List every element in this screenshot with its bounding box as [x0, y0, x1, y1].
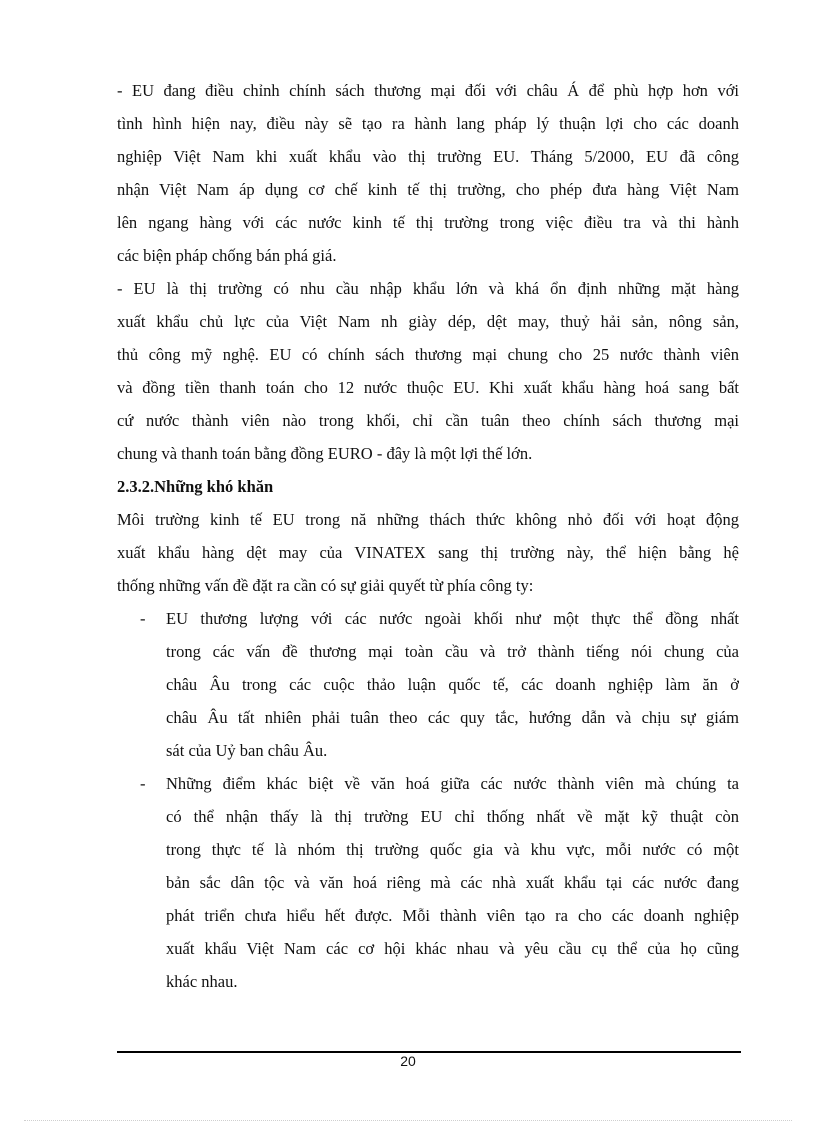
text-line: và đồng tiền thanh toán cho 12 nước thuộc EU. Khi xuất khẩu hàng hoá sang bất	[117, 378, 739, 397]
text-line: trong thực tế là nhóm thị trường quốc gia và khu vực, mỗi nước có một	[166, 840, 739, 859]
text-line: EU thương lượng với các nước ngoài khối như một thực thể đồng nhất	[166, 609, 739, 628]
text-line: bản sắc dân tộc và văn hoá riêng mà các nhà xuất khẩu tại các nước đang	[166, 873, 739, 892]
text-line: thống những vấn đề đặt ra cần có sự giải quyết từ phía công ty:	[117, 576, 534, 595]
text-line: cứ nước thành viên nào trong khối, chỉ cần tuân theo chính sách thương mại	[117, 411, 739, 430]
text-line: xuất khẩu chủ lực của Việt Nam nh giày dép, dệt may, thuỷ hải sản, nông sản,	[117, 312, 739, 331]
bullet-marker: -	[140, 609, 146, 628]
bullet-item-eu-negotiation	[117, 602, 739, 767]
text-line: Những điểm khác biệt về văn hoá giữa các nước thành viên mà chúng ta	[166, 774, 739, 793]
bullet-item-cultural-differences	[117, 767, 739, 998]
section-heading: 2.3.2.Những khó khăn	[117, 477, 274, 496]
paragraph-challenges-intro	[117, 503, 739, 602]
page-body	[117, 74, 739, 998]
text-line: chung và thanh toán bằng đồng EURO - đây là một lợi thế lớn.	[117, 444, 533, 463]
text-line: Môi trường kinh tế EU trong nă những thách thức không nhỏ đối với hoạt động	[117, 510, 739, 529]
text-line: trong các vấn đề thương mại toàn cầu và trở thành tiếng nói chung của	[166, 642, 739, 661]
text-line: khác nhau.	[166, 972, 238, 991]
text-line: châu Âu trong các cuộc thảo luận quốc tế, các doanh nghiệp làm ăn ở	[166, 675, 739, 694]
text-line: phát triển chưa hiểu hết được. Mỗi thành viên tạo ra cho các doanh nghiệp	[166, 906, 739, 925]
page-number: 20	[400, 1053, 416, 1069]
text-line: nghiệp Việt Nam khi xuất khẩu vào thị trường EU. Tháng 5/2000, EU đã công	[117, 147, 739, 166]
bullet-marker: -	[140, 774, 146, 793]
text-line: xuất khẩu Việt Nam các cơ hội khác nhau và yêu cầu cụ thể của họ cũng	[166, 939, 739, 958]
paragraph-eu-import-demand	[117, 272, 739, 470]
paragraph-eu-trade-policy	[117, 74, 739, 272]
text-line: lên ngang hàng với các nước kinh tế thị trường trong việc điều tra và thi hành	[117, 213, 739, 232]
text-line: có thể nhận thấy là thị trường EU chỉ thống nhất về mặt kỹ thuật còn	[166, 807, 739, 826]
text-line: thủ công mỹ nghệ. EU có chính sách thương mại chung cho 25 nước thành viên	[117, 345, 739, 364]
text-line: tình hình hiện nay, điều này sẽ tạo ra hành lang pháp lý thuận lợi cho các doanh	[117, 114, 739, 133]
text-line: nhận Việt Nam áp dụng cơ chế kinh tế thị trường, cho phép đưa hàng Việt Nam	[117, 180, 739, 199]
text-line: xuất khẩu hàng dệt may của VINATEX sang thị trường này, thể hiện bằng hệ	[117, 543, 739, 562]
text-line: các biện pháp chống bán phá giá.	[117, 246, 337, 265]
page-edge-divider	[24, 1120, 792, 1121]
text-line: - EU là thị trường có nhu cầu nhập khẩu lớn và khá ổn định những mặt hàng	[117, 279, 739, 298]
text-line: sát của Uỷ ban châu Âu.	[166, 741, 328, 760]
text-line: châu Âu tất nhiên phải tuân theo các quy tắc, hướng dẫn và chịu sự giám	[166, 708, 739, 727]
text-line: - EU đang điều chỉnh chính sách thương mại đối với châu Á để phù hợp hơn với	[117, 81, 739, 100]
